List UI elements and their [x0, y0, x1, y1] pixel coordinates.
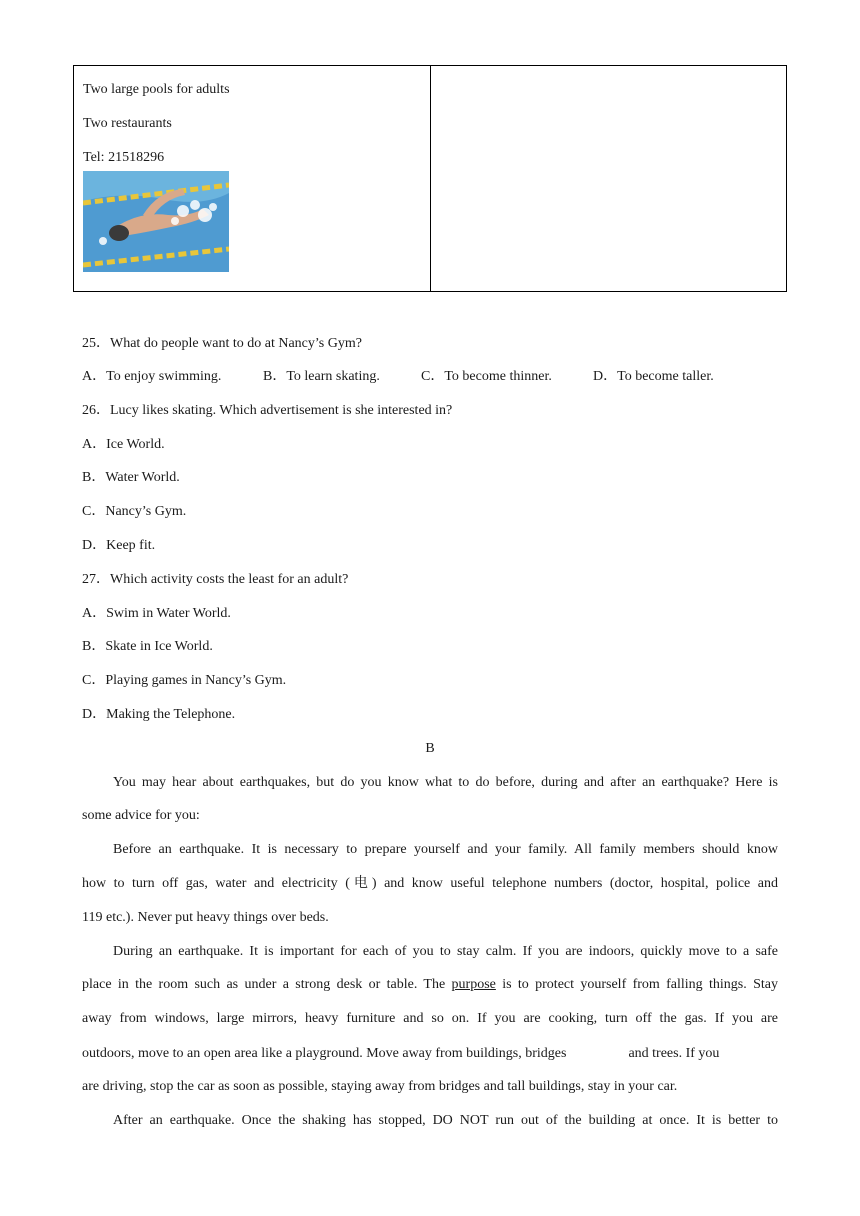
option-letter: C． — [421, 369, 445, 384]
option-letter: D． — [593, 369, 618, 384]
paragraph-3-line — [82, 975, 778, 995]
text-segment: and trees. If you — [628, 1046, 720, 1061]
paragraph-3-line: are driving, stop the car as soon as possible, staying away from bridges and tall buildings, stay in your car. — [82, 1079, 678, 1094]
option-27-d — [82, 705, 235, 725]
paragraph-1-line: some advice for you: — [82, 808, 200, 823]
option-text: Keep fit. — [106, 538, 156, 553]
option-25-c — [421, 367, 552, 387]
paragraph-3-line — [82, 1044, 778, 1064]
option-27-b — [82, 637, 213, 657]
question-text: What do people want to do at Nancy’s Gym? — [110, 336, 362, 351]
text-segment: is to protect yourself from falling things. Stay — [495, 977, 778, 992]
paragraph-2-line: how to turn off gas, water and electricity (电) and know useful telephone numbers (doctor, hospital, police and — [82, 876, 778, 891]
question-number: 27． — [82, 572, 110, 587]
option-letter: B． — [82, 639, 106, 654]
ad-line-restaurants: Two restaurants — [83, 116, 172, 131]
paragraph-3-line: away from windows, large mirrors, heavy furniture and so on. If you are cooking, turn off the gas. If you are — [82, 1011, 778, 1026]
question-25 — [82, 334, 362, 354]
option-26-b — [82, 468, 180, 488]
option-26-c — [82, 502, 186, 522]
paragraph-1-line: You may hear about earthquakes, but do you know what to do before, during and after an earthquake? Here is — [113, 775, 778, 790]
question-number: 25． — [82, 336, 110, 351]
option-text: Ice World. — [106, 437, 165, 452]
option-27-a — [82, 604, 231, 624]
question-text: Lucy likes skating. Which advertisement is she interested in? — [110, 403, 453, 418]
text-segment: place in the room such as under a strong desk or table. The — [82, 977, 452, 992]
paragraph-4-line: After an earthquake. Once the shaking has stopped, DO NOT run out of the building at once. It is better to — [113, 1113, 778, 1128]
option-letter: C． — [82, 504, 106, 519]
ad-line-pools: Two large pools for adults — [83, 82, 230, 97]
option-text: Playing games in Nancy’s Gym. — [105, 673, 287, 688]
option-text: Skate in Ice World. — [105, 639, 213, 654]
option-text: Swim in Water World. — [106, 606, 231, 621]
advertisement-table — [73, 65, 787, 292]
option-text: To enjoy swimming. — [106, 369, 222, 384]
ad-cell-left — [74, 66, 431, 292]
option-text: Nancy’s Gym. — [105, 504, 187, 519]
option-letter: B． — [263, 369, 287, 384]
paragraph-2-line: Before an earthquake. It is necessary to prepare yourself and your family. All family members should know — [113, 842, 778, 857]
underlined-word: purpose — [451, 977, 496, 992]
question-27 — [82, 570, 348, 590]
question-text: Which activity costs the least for an adult? — [110, 572, 349, 587]
paragraph-3-line: During an earthquake. It is important for each of you to stay calm. If you are indoors, quickly move to a safe — [113, 944, 778, 959]
swimmer-photo — [83, 171, 229, 272]
text-segment: outdoors, move to an open area like a playground. Move away from buildings, bridges — [82, 1046, 567, 1061]
option-text: To become taller. — [617, 369, 714, 384]
option-letter: B． — [82, 470, 106, 485]
option-text: To learn skating. — [286, 369, 380, 384]
option-25-b — [263, 367, 380, 387]
option-letter: A． — [82, 369, 107, 384]
option-letter: C． — [82, 673, 106, 688]
option-25-d — [593, 367, 714, 387]
option-text: To become thinner. — [444, 369, 552, 384]
option-letter: D． — [82, 538, 107, 553]
option-letter: D． — [82, 707, 107, 722]
option-text: Water World. — [105, 470, 180, 485]
ad-line-telephone: Tel: 21518296 — [83, 150, 165, 165]
option-26-a — [82, 435, 165, 455]
ad-cell-right — [431, 66, 787, 292]
section-heading: B — [425, 741, 435, 756]
question-26 — [82, 401, 452, 421]
option-text: Making the Telephone. — [106, 707, 236, 722]
option-26-d — [82, 536, 155, 556]
paragraph-2-line: 119 etc.). Never put heavy things over beds. — [82, 910, 329, 925]
option-27-c — [82, 671, 286, 691]
option-25-a — [82, 367, 221, 387]
question-number: 26． — [82, 403, 110, 418]
option-letter: A． — [82, 437, 107, 452]
option-letter: A． — [82, 606, 107, 621]
